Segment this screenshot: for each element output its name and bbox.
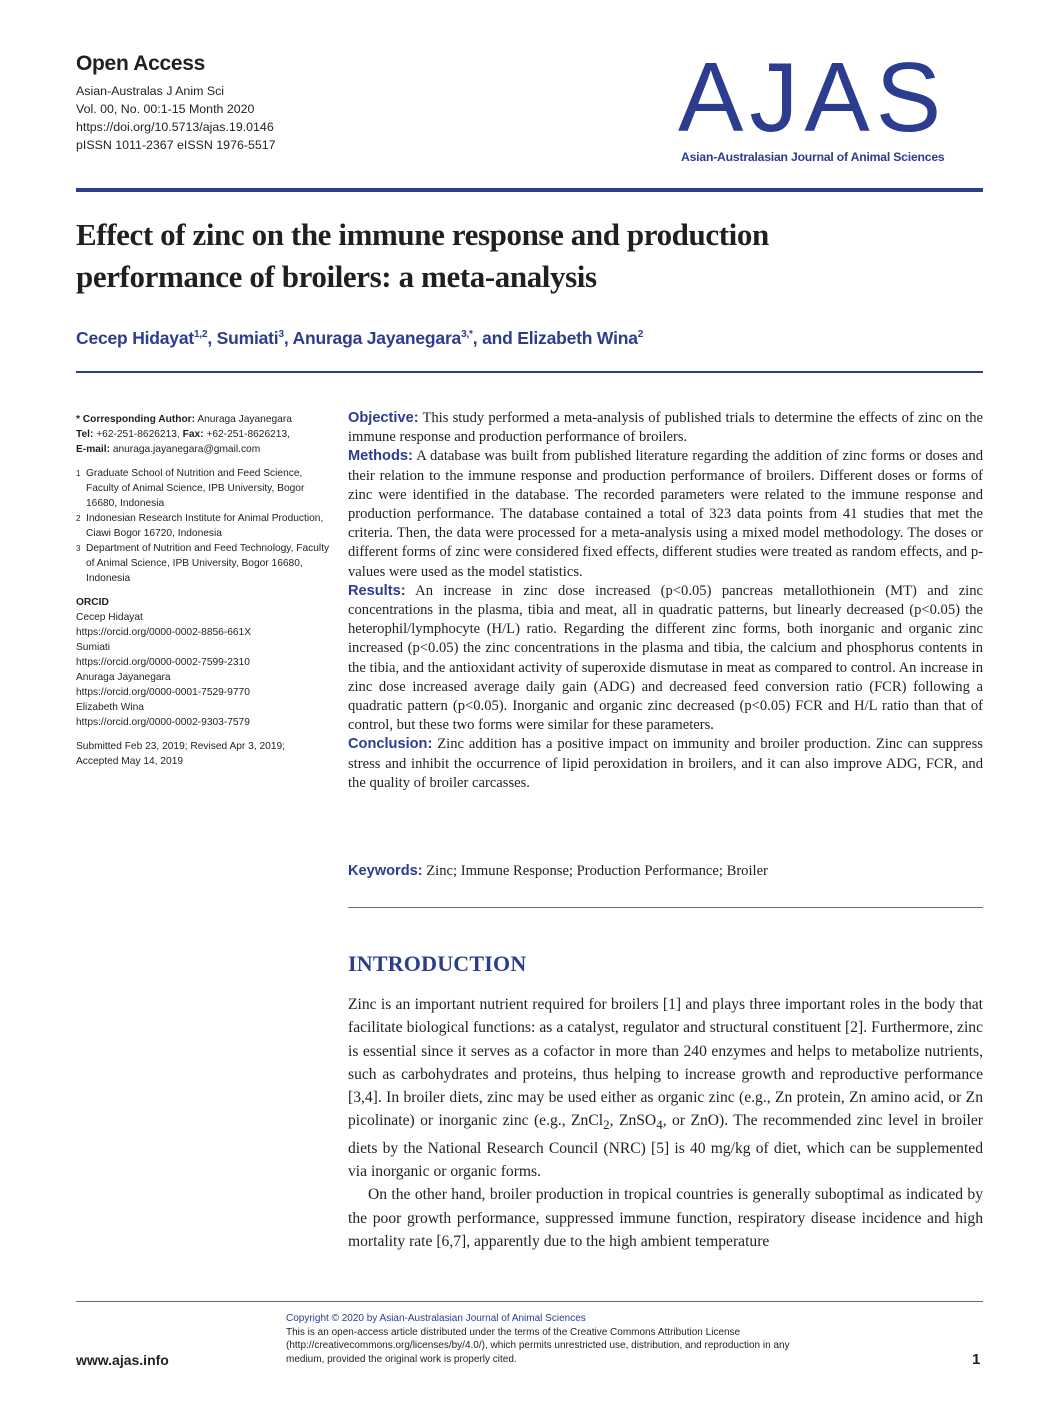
methods-text: A database was built from published literature regarding the addition of zinc forms or doses and their relation to the immune response and production performance of broilers. Different doses or forms of zinc were identified in the database. The recorded parameters were related to the immune response and production performance. The database contained a total of 323 data points from 41 studies that met the criteria. Then, the data were processed for a meta-analysis using a mixed model methodology. The doses or different forms of zinc were considered fixed effects, different studies were treated as random effects, and p-values were used as the model statistics.: [348, 448, 983, 580]
results-text: An increase in zinc dose increased (p<0.05) pancreas metallothionein (MT) and zinc concentrations in the plasma, tibia and meat, all in quadratic patterns, but linearly decreased (p<0.05) the heterophil/lymphocyte (H/L) ratio. Regarding the different zinc forms, both inorganic and organic zinc increased (p<0.05) the zinc concentrations in the plasma and tibia, the calcium and phosphorus contents in the tibia, and the antioxidant activity of superoxide dismutase in meat as compared to control. An increase in zinc dose increased average daily gain (ADG) and decreased feed conversion ratio (FCR) following a quadratic pattern (p<0.05). Inorganic and organic zinc decreased (p<0.05) FCR and H/L ratio than that of control, but these two forms were similar for these parameters.: [348, 582, 984, 734]
affiliation-number: 2: [76, 514, 81, 523]
formula-zncl: ZnCl: [571, 1112, 604, 1130]
accepted-date: Accepted May 14, 2019: [76, 756, 184, 767]
methods-label: Methods:: [348, 448, 413, 465]
open-access-label: Open Access: [76, 52, 205, 75]
title-line-2: performance of broilers: a meta-analysis: [76, 259, 597, 294]
intro-text: Zinc is an important nutrient required for broilers [1] and plays three important roles in the body that facilitate biological functions: as a catalyst, regulator and structural constituent [2]. Furthermore, zinc is essential since it serves as a cofactor in more than 240 enzymes and helps to metabolize nutrients, such as carbohydrates and proteins, thus helping to increase growth and reproductive performance [3,4]. In broiler diets, zinc may be used either as organic zinc (e.g., Zn protein, Zn amino acid, or Zn picolinate) or inorganic zinc (e.g.,: [348, 996, 983, 1130]
intro-paragraph: On the other hand, broiler production in tropical countries is generally suboptimal as indicated by the poor growth performance, suppressed immune function, respiratory disease incidence and high mortality rate [6,7], apparently due to the high ambient temperature: [348, 1186, 983, 1251]
abstract-objective: [348, 409, 983, 447]
abstract-divider: [348, 907, 983, 908]
affiliation-text: Department of Nutrition and Feed Technology, Faculty of Animal Science, IPB University, Bogor 16680, Indonesia: [86, 543, 330, 584]
affiliation: [76, 511, 336, 541]
author-separator: ,: [207, 328, 217, 348]
affiliation-text: Indonesian Research Institute for Animal Production, Ciawi Bogor 16720, Indonesia: [86, 513, 324, 539]
conclusion-label: Conclusion:: [348, 736, 433, 753]
email-link[interactable]: anuraga.jayanegara@gmail.com: [112, 444, 261, 455]
author-name: Elizabeth Wina: [517, 328, 638, 348]
corresponding-name: Anuraga Jayanegara: [197, 414, 292, 425]
introduction-body: [348, 993, 983, 1253]
doi-link[interactable]: https://doi.org/10.5713/ajas.19.0146: [76, 120, 274, 134]
affiliation-number: 1: [76, 469, 81, 478]
volume-info: Vol. 00, No. 00:1-15 Month 2020: [76, 102, 255, 116]
fax-label: Fax:: [182, 429, 204, 440]
email-label: E-mail:: [76, 444, 110, 455]
journal-name: Asian-Australasian Journal of Animal Sciences: [681, 150, 945, 164]
abstract-methods: [348, 447, 983, 581]
contact-email: [76, 442, 336, 457]
orcid-label: ORCID: [76, 597, 109, 608]
formula-subscript: 2: [603, 1117, 610, 1133]
conclusion-text: Zinc addition has a positive impact on immunity and broiler production. Zinc can suppress stress and inhibit the occurrence of lipid peroxidation in broilers, and it can also improve ADG, FCR, and the quality of broiler carcasses.: [348, 736, 983, 791]
orcid-name: Anuraga Jayanegara: [76, 672, 171, 683]
header-divider: [76, 188, 983, 192]
website-link[interactable]: www.ajas.info: [76, 1352, 169, 1368]
orcid-link[interactable]: https://orcid.org/0000-0002-7599-2310: [76, 657, 250, 668]
issn-info: pISSN 1011-2367 eISSN 1976-5517: [76, 138, 276, 152]
orcid-name: Cecep Hidayat: [76, 612, 143, 623]
tel-label: Tel:: [76, 429, 94, 440]
license-text: This is an open-access article distributed under the terms of the Creative Commons Attribution License (http://creativecommons.org/licenses/by/4.0/), which permits unrestricted use, distribution, and reproduction in any medium, provided the original work is properly cited.: [286, 1326, 790, 1365]
copyright-title: Copyright © 2020 by Asian-Australasian Journal of Animal Sciences: [286, 1313, 586, 1324]
keywords: [348, 862, 983, 881]
page-number: 1: [972, 1351, 981, 1368]
affiliation-number: 3: [76, 544, 81, 553]
results-label: Results:: [348, 582, 406, 599]
formula-subscript: 4: [656, 1117, 663, 1133]
orcid-link[interactable]: https://orcid.org/0000-0001-7529-9770: [76, 687, 250, 698]
authors-divider: [76, 371, 983, 373]
author-affiliation-mark: 2: [637, 329, 644, 341]
abstract-conclusion: [348, 735, 983, 793]
article-title: [76, 214, 976, 298]
affiliation: [76, 541, 336, 586]
affiliation-text: Graduate School of Nutrition and Feed Science, Faculty of Animal Science, IPB University, Bogor 16680, Indonesia: [86, 468, 305, 509]
journal-meta: [76, 82, 276, 154]
abstract-results: [348, 582, 983, 736]
keywords-label: Keywords:: [348, 863, 423, 879]
corresponding-label: * Corresponding Author:: [76, 414, 196, 425]
article-sidebar: [76, 412, 336, 769]
author-name: Sumiati: [216, 328, 279, 348]
author-separator: ,: [283, 328, 293, 348]
fax-value: +62-251-8626213,: [206, 429, 290, 440]
author-affiliation-mark: 1,2: [194, 329, 208, 341]
intro-paragraph: [348, 993, 983, 1183]
section-heading: INTRODUCTION: [348, 951, 527, 976]
journal-logo: AJAS: [678, 42, 948, 152]
submission-dates: Submitted Feb 23, 2019; Revised Apr 3, 2019;: [76, 741, 285, 752]
formula-separator: ,: [609, 1112, 619, 1130]
author-name: Cecep Hidayat: [76, 328, 195, 348]
orcid-name: Elizabeth Wina: [76, 702, 144, 713]
author-affiliation-mark: 3,*: [461, 329, 473, 341]
author-separator: , and: [472, 328, 518, 348]
abstract: [348, 409, 983, 793]
journal-abbrev: Asian-Australas J Anim Sci: [76, 84, 225, 98]
title-line-1: Effect of zinc on the immune response and production: [76, 217, 769, 252]
author-affiliation-mark: 3: [278, 329, 284, 341]
affiliation: [76, 466, 336, 511]
corresponding-author: [76, 412, 336, 427]
author-list: [76, 328, 643, 349]
contact-phone: [76, 427, 336, 442]
intro-text: , or ZnO). The recommended zinc level in broiler diets by the National Research Council (NRC) [5] is 40 mg/kg of diet, which can be supplemented via inorganic or organic forms.: [348, 1112, 984, 1181]
footer-divider: [76, 1301, 983, 1302]
formula-znso: ZnSO: [618, 1112, 657, 1130]
orcid-link[interactable]: https://orcid.org/0000-0002-9303-7579: [76, 717, 250, 728]
copyright-notice: [286, 1312, 806, 1366]
objective-text: This study performed a meta-analysis of published trials to determine the effects of zinc on the immune response and production performance of broilers.: [348, 410, 983, 446]
tel-value: +62-251-8626213,: [96, 429, 180, 440]
keywords-text: Zinc; Immune Response; Production Performance; Broiler: [426, 863, 768, 879]
objective-label: Objective:: [348, 410, 419, 426]
orcid-name: Sumiati: [76, 642, 110, 653]
orcid-link[interactable]: https://orcid.org/0000-0002-8856-661X: [76, 627, 252, 638]
author-name: Anuraga Jayanegara: [292, 328, 462, 348]
